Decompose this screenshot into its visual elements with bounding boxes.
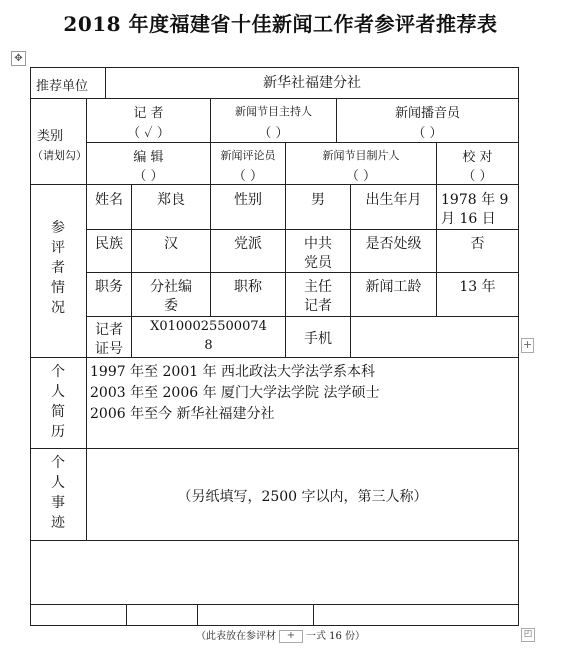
resume-section-label: 个 人 简 历 [51,364,65,440]
position-value-line2[interactable]: 委 [164,298,178,314]
phone-label: 手机 [304,331,332,347]
news-years-value[interactable]: 13 年 [459,279,496,295]
category-label: 类别 [37,129,64,144]
deeds-section-label: 个 人 事 迹 [51,455,65,531]
ethnicity-value[interactable]: 汉 [164,236,178,252]
birth-value-line2[interactable]: 月 16 日 [441,211,496,227]
party-value-line1[interactable]: 中共 [304,236,332,252]
category-option-proofreader: 校 对 [462,150,493,165]
footer-note [0,627,561,643]
party-value-line2[interactable]: 党员 [304,255,332,271]
category-checkbox-announcer[interactable]: （ ） [412,126,443,141]
category-note: （请划勾） [32,149,87,162]
category-checkbox-editor[interactable]: （ ） [133,169,164,184]
footer-text-after: 一式 16 份） [305,631,366,642]
category-checkbox-commentator[interactable]: （ ） [232,169,264,184]
division-level-label: 是否处级 [365,236,422,252]
press-card-label-line1: 记者 [95,322,123,338]
category-checkbox-reporter[interactable]: （ ✓ ） [127,126,170,141]
category-option-announcer: 新闻播音员 [394,106,460,121]
resume-line-1[interactable]: 1997 年至 2001 年 西北政法大学法学系本科 [90,364,376,380]
footer-add-icon[interactable]: + [279,630,303,643]
deeds-note: （另纸填写，2500 字以内，第三人称） [177,489,428,505]
category-option-host: 新闻节目主持人 [235,105,312,118]
title-rank-value-line1[interactable]: 主任 [304,279,332,295]
party-label: 党派 [234,236,262,252]
position-value-line1[interactable]: 分社编 [150,279,192,295]
gender-value[interactable]: 男 [311,192,325,208]
recommending-unit-value[interactable]: 新华社福建分社 [263,75,361,91]
category-option-producer: 新闻节目制片人 [322,149,400,162]
add-row-icon[interactable]: + [522,338,533,351]
title-rank-label: 职称 [234,279,262,295]
category-option-editor: 编 辑 [133,150,164,165]
document-title: 2018 年度福建省十佳新闻工作者参评者推荐表 [63,12,498,36]
news-years-label: 新闻工龄 [365,279,422,295]
category-checkbox-producer[interactable]: （ ） [345,169,377,184]
name-value[interactable]: 郑良 [157,192,185,208]
gender-label: 性别 [234,192,262,208]
name-label: 姓名 [95,192,123,208]
press-card-value-line1[interactable]: X0100025500074 [150,319,267,334]
title-rank-value-line2[interactable]: 记者 [304,298,332,314]
footer-text-before: （此表放在参评材 [195,631,276,642]
category-checkbox-proofreader[interactable]: （ ） [462,169,493,184]
ethnicity-label: 民族 [95,236,123,252]
resume-line-3[interactable]: 2006 年至今 新华社福建分社 [90,406,275,422]
recommending-unit-label: 推荐单位 [36,79,89,94]
category-option-reporter: 记 者 [133,106,164,121]
birth-value-line1[interactable]: 1978 年 9 [441,192,509,208]
category-checkbox-host[interactable]: （ ） [258,126,289,141]
category-option-commentator: 新闻评论员 [220,149,276,162]
table-resize-handle-icon[interactable]: ◰ [521,628,535,642]
press-card-label-line2: 证号 [95,341,123,357]
position-label: 职务 [95,279,123,295]
division-level-value[interactable]: 否 [470,236,485,252]
table-move-handle-icon[interactable]: ✥ [11,51,26,66]
participant-section-label: 参 评 者 情 况 [51,220,65,316]
resume-line-2[interactable]: 2003 年至 2006 年 厦门大学法学院 法学硕士 [90,385,380,401]
birth-label: 出生年月 [365,192,422,208]
press-card-value-line2[interactable]: 8 [204,338,213,353]
